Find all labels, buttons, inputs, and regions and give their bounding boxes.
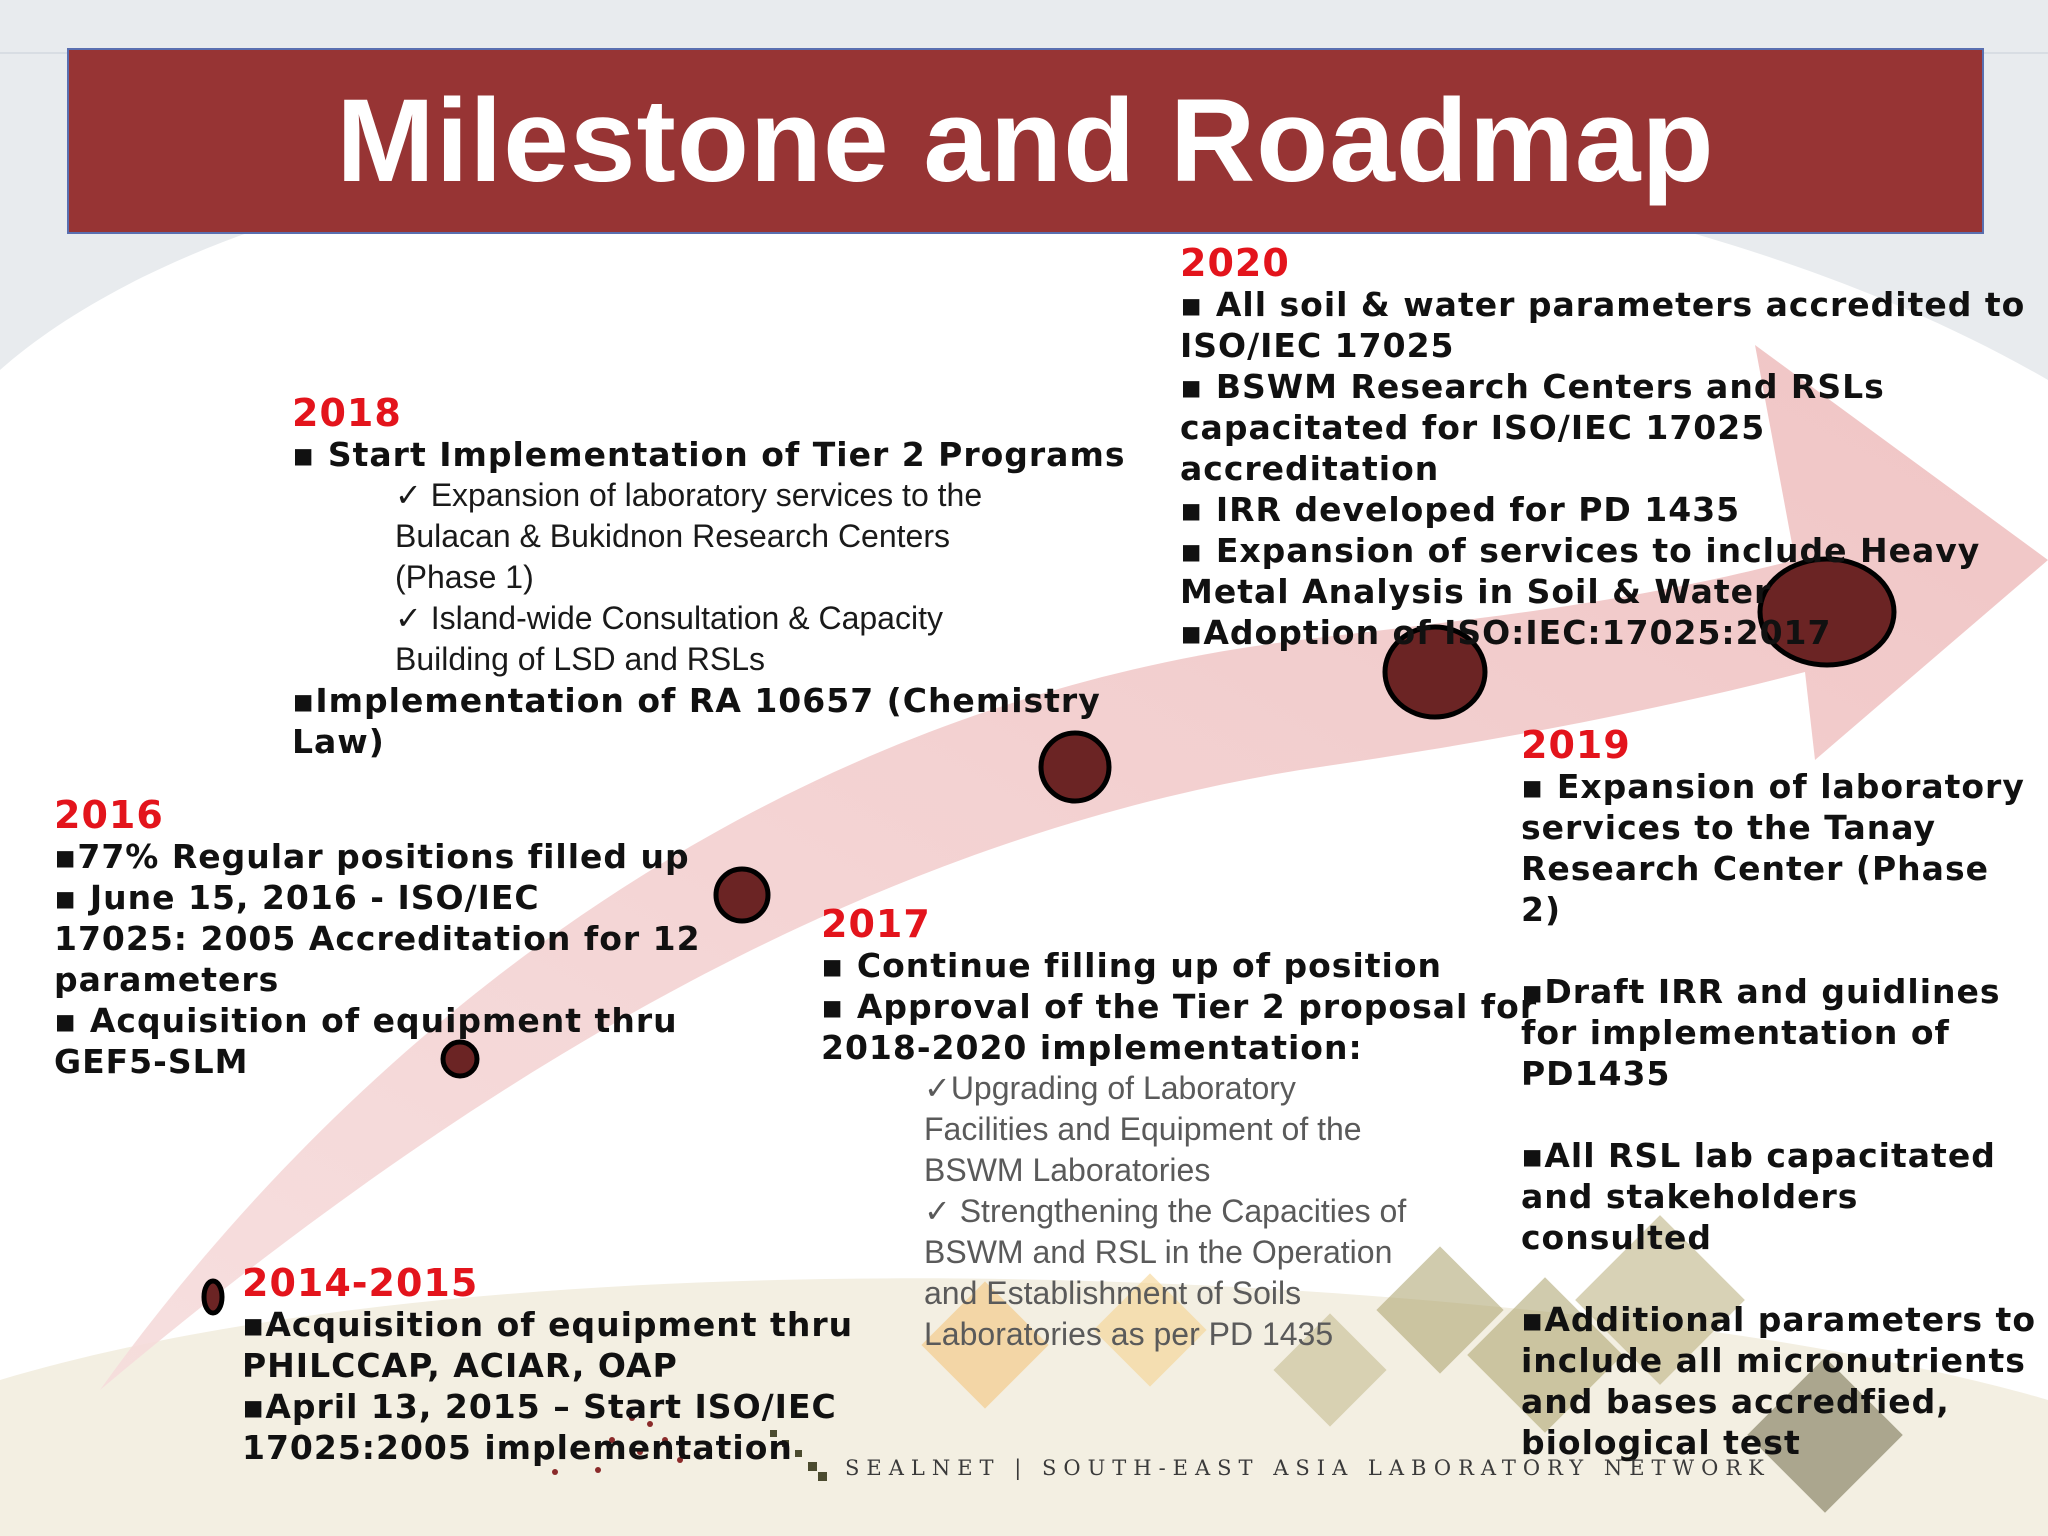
milestone-2018-subitem: ✓ Island-wide Consultation & Capacity xyxy=(395,600,943,636)
milestone-2019-line: ▪Additional parameters to xyxy=(1521,1300,2036,1339)
milestone-2014-line: 17025:2005 implementation xyxy=(242,1428,793,1467)
milestone-2020-line: ▪Adoption of ISO:IEC:17025:2017 xyxy=(1180,613,1832,652)
milestone-2019 xyxy=(1521,724,2036,1463)
year-label-2020: 2020 xyxy=(1180,241,1290,285)
milestone-2019-line: services to the Tanay xyxy=(1521,808,1937,847)
sealnet-footer: SEALNET | SOUTH-EAST ASIA LABORATORY NETWORK xyxy=(845,1456,1771,1480)
milestone-2016-line: parameters xyxy=(54,960,280,999)
milestone-2017-subitem: BSWM and RSL in the Operation xyxy=(924,1234,1393,1270)
milestone-2018-subitem: Building of LSD and RSLs xyxy=(395,641,765,677)
milestone-2014-line: PHILCCAP, ACIAR, OAP xyxy=(242,1346,678,1385)
milestone-2019-line xyxy=(1521,930,2036,971)
milestone-2016-line: GEF5-SLM xyxy=(54,1042,249,1081)
milestone-2018-line: Law) xyxy=(292,722,385,761)
milestone-2014-line: ▪April 13, 2015 – Start ISO/IEC xyxy=(242,1387,837,1426)
milestone-2019-line xyxy=(1521,1258,2036,1299)
milestone-2019-line: include all micronutrients xyxy=(1521,1341,2026,1380)
year-label-2016: 2016 xyxy=(54,793,164,837)
year-label-2019: 2019 xyxy=(1521,723,1631,767)
milestone-2016-line: ▪77% Regular positions filled up xyxy=(54,837,690,876)
year-label-2018: 2018 xyxy=(292,391,402,435)
milestone-2019-line xyxy=(1521,1094,2036,1135)
milestone-2019-line: and bases accredfied, xyxy=(1521,1382,1950,1421)
milestone-2014-2015 xyxy=(242,1262,853,1468)
milestone-2020-line: ISO/IEC 17025 xyxy=(1180,326,1455,365)
milestone-2016-line: ▪ Acquisition of equipment thru xyxy=(54,1001,678,1040)
milestone-2018-subitem: (Phase 1) xyxy=(395,559,534,595)
milestone-2017-subitem: ✓ Strengthening the Capacities of xyxy=(924,1193,1407,1229)
milestone-2020-line: ▪ Expansion of services to include Heavy xyxy=(1180,531,1981,570)
milestone-2019-line: PD1435 xyxy=(1521,1054,1671,1093)
milestone-2017-subitem: ✓Upgrading of Laboratory xyxy=(924,1070,1296,1106)
milestone-2020-line: ▪ All soil & water parameters accredited to xyxy=(1180,285,2026,324)
milestone-2020-line: accreditation xyxy=(1180,449,1440,488)
milestone-2020-line: capacitated for ISO/IEC 17025 xyxy=(1180,408,1766,447)
year-label-2017: 2017 xyxy=(821,902,931,946)
milestone-2019-line: for implementation of xyxy=(1521,1013,1950,1052)
milestone-2020-line: ▪ IRR developed for PD 1435 xyxy=(1180,490,1741,529)
milestone-2020-line: ▪ BSWM Research Centers and RSLs xyxy=(1180,367,1885,406)
milestone-2019-line: 2) xyxy=(1521,890,1562,929)
title-banner xyxy=(67,48,1984,234)
milestone-2019-line: ▪All RSL lab capacitated xyxy=(1521,1136,1996,1175)
milestone-2017-subitem: Laboratories as per PD 1435 xyxy=(924,1316,1334,1352)
milestone-2014-line: ▪Acquisition of equipment thru xyxy=(242,1305,854,1344)
milestone-2020-line: Metal Analysis in Soil & Water xyxy=(1180,572,1772,611)
milestone-2019-line: and stakeholders xyxy=(1521,1177,1859,1216)
milestone-2017-subitem: and Establishment of Soils xyxy=(924,1275,1302,1311)
milestone-2018-line: ▪ Start Implementation of Tier 2 Programs xyxy=(292,435,1126,474)
milestone-dot-2016b xyxy=(716,869,768,921)
milestone-2016-line: ▪ June 15, 2016 - ISO/IEC xyxy=(54,878,540,917)
milestone-2017-line: 2018-2020 implementation: xyxy=(821,1028,1363,1067)
milestone-2017-line: ▪ Approval of the Tier 2 proposal for xyxy=(821,987,1538,1026)
milestone-2017 xyxy=(821,903,1537,1355)
milestone-2020 xyxy=(1180,242,2025,653)
milestone-2016-line: 17025: 2005 Accreditation for 12 xyxy=(54,919,701,958)
slide-title: Milestone and Roadmap xyxy=(336,75,1715,207)
milestone-2016 xyxy=(54,794,701,1082)
milestone-2019-line: Research Center (Phase xyxy=(1521,849,1989,888)
milestone-2019-line: biological test xyxy=(1521,1423,1801,1462)
milestone-2019-line: consulted xyxy=(1521,1218,1712,1257)
milestone-dot-2014 xyxy=(204,1281,222,1313)
milestone-2018 xyxy=(292,392,1125,762)
milestone-2018-subitem: Bulacan & Bukidnon Research Centers xyxy=(395,518,950,554)
milestone-2017-subitem: BSWM Laboratories xyxy=(924,1152,1211,1188)
milestone-2019-line: ▪Draft IRR and guidlines xyxy=(1521,972,2001,1011)
year-label-2014-2015: 2014-2015 xyxy=(242,1261,479,1305)
milestone-2017-line: ▪ Continue filling up of position xyxy=(821,946,1443,985)
milestone-2018-subitem: ✓ Expansion of laboratory services to the xyxy=(395,477,983,513)
milestone-2017-subitem: Facilities and Equipment of the xyxy=(924,1111,1362,1147)
milestone-2019-line: ▪ Expansion of laboratory xyxy=(1521,767,2025,806)
milestone-2018-line: ▪Implementation of RA 10657 (Chemistry xyxy=(292,681,1101,720)
